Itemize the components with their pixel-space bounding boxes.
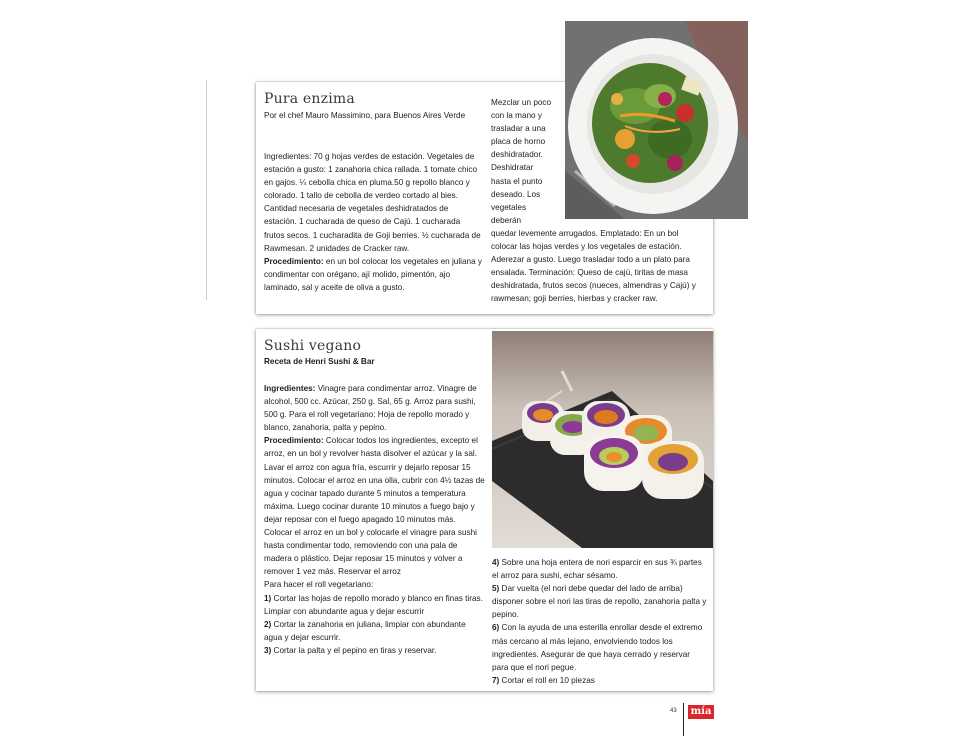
recipe-byline: Receta de Henri Sushi & Bar: [264, 357, 375, 366]
procedure-paragraph: [264, 255, 482, 294]
step-item: [492, 582, 707, 621]
step-number: 2): [264, 619, 272, 629]
narrow-line: hasta el punto: [491, 176, 543, 186]
step-number: 6): [492, 623, 500, 633]
procedure-label: Procedimiento:: [264, 256, 324, 266]
procedure-paragraph: [264, 434, 486, 460]
narrow-line: deberán: [491, 215, 522, 225]
wide-paragraph: quedar levemente arrugados. Emplatado: En un bol colocar las hojas verdes y los vegetales de estación. Aderezar a gusto. Luego trasladar todo a un plato para ensalada. Terminación: Queso de cajú, tiritas de masa deshidratada, frutos secos (nueces, almendras y Cajú) y rawmesan; goji berries, hierbas y cracker raw.: [491, 228, 696, 304]
narrow-line: placa de horno: [491, 137, 546, 147]
procedure-label: Procedimiento:: [264, 436, 324, 446]
recipe-text-column-left: [264, 382, 486, 657]
roll-intro: Para hacer el roll vegetariano:: [264, 580, 374, 590]
brand-logo: mía: [688, 705, 714, 719]
procedure-text: en un bol colocar los vegetales en juliana y condimentar con orégano, ají molido, pimentón, ajo laminado, sal y aceite de oliva a gusto.: [264, 256, 483, 292]
ingredients-paragraph: Ingredientes: 70 g hojas verdes de estación. Vegetales de estación a gusto: 1 zanahoria chica rallada. 1 tomate chico en gajos. ¼ cebolla chica en pluma.50 g repollo blanco y colorado. 1 tallo de cebolla de verdeo cortado al bies. Cantidad necesaria de vegetales deshidratados de estación. 1 cucharada de queso de Cajú. 1 cucharada frutos secos. 1 cucharadita de Goji berries. ½ cucharada de Rawmesan. 2 unidades de Cracker raw.: [264, 152, 481, 253]
step-text: Con la ayuda de una esterilla enrollar desde el extremo más cercano al más lejano, envolviendo todos los ingredientes. Asegurar de que haya cerrado y reservar para que el nori pegue.: [492, 623, 703, 672]
step-text: Dar vuelta (el nori debe quedar del lado de arriba) disponer sobre el nori las tiras de repollo, zanahoria palta y pepino.: [492, 584, 707, 620]
sushi-illustration: [492, 331, 713, 548]
narrow-line: con la mano y: [491, 111, 542, 121]
step-item: [492, 556, 707, 582]
step-number: 3): [264, 645, 272, 655]
page-number: 43: [670, 708, 677, 714]
step-number: 1): [264, 593, 272, 603]
ingredients-paragraph: [264, 382, 486, 434]
ingredients-text: Vinagre para condimentar arroz. Vinagre de alcohol, 500 cc. Azúcar, 250 g. Sal, 65 g. Arroz para sushi, 500 g. Para el roll vegetariano: Hoja de repollo morado y blanco, zanahoria, palta y pepino.: [264, 384, 477, 433]
step-item: [264, 592, 486, 618]
ingredients-label: Ingredientes:: [264, 384, 316, 393]
step-number: 7): [492, 675, 500, 685]
recipe-text-column-left: [264, 150, 482, 294]
step-item: [264, 644, 486, 657]
procedure-text: Colocar todos los ingredientes, excepto el arroz, en un bol y revolver hasta disolver el azúcar y la sal.: [264, 436, 478, 459]
step-item: [264, 618, 486, 644]
recipe-title: Sushi vegano: [264, 338, 362, 354]
narrow-line: trasladar a una: [491, 124, 546, 134]
recipe-title: Pura enzima: [264, 91, 355, 107]
recipe-text-column-right: [492, 556, 707, 687]
narrow-line: deshidratador.: [491, 150, 543, 160]
step-text: Cortar las hojas de repollo morado y blanco en finas tiras. Limpiar con abundante agua y dejar escurrir: [264, 593, 483, 616]
recipe-byline: Por el chef Mauro Massimino, para Buenos Aires Verde: [264, 111, 466, 120]
vinegar-paragraph: Colocar el arroz en un bol y colocarle el vinagre para sushi hasta condimentar todo, removiendo con una pala de madera o plástico. Dejar reposar 15 minutos y volver a remover 1 vez más. Reservar el arroz: [264, 528, 477, 577]
narrow-line: vegetales: [491, 202, 527, 212]
sushi-photo: [492, 331, 713, 548]
step-item: [492, 674, 707, 687]
wash-paragraph: Lavar el arroz con agua fría, escurrir y dejarlo reposar 15 minutos. Colocar el arroz en una olla, cubrir con 4½ tazas de agua y cocinar tapado durante 5 minutos a temperatura máxima. Luego cocinar durante 10 minutos a fuego bajo y dejar reposar con el fuego apagado 10 minutos más.: [264, 462, 485, 524]
salad-illustration: [565, 21, 748, 219]
step-text: Cortar la palta y el pepino en tiras y reservar.: [271, 645, 437, 655]
salad-photo: [565, 21, 748, 219]
step-text: Sobre una hoja entera de nori esparcir en sus ¾ partes el arroz para sushi, echar sésamo.: [492, 558, 702, 581]
step-number: 5): [492, 584, 500, 594]
narrow-line: Deshidratar: [491, 163, 534, 173]
page-fold-line: [206, 80, 207, 300]
footer-divider: [683, 703, 684, 736]
narrow-line: deseado. Los: [491, 189, 541, 199]
step-text: Cortar la zanahoria en juliana, limpiar con abundante agua y dejar escurrir.: [264, 619, 466, 642]
narrow-line: Mezclar un poco: [491, 98, 552, 107]
step-text: Cortar el roll en 10 piezas: [499, 675, 595, 685]
step-number: 4): [492, 558, 500, 567]
step-item: [492, 621, 707, 673]
